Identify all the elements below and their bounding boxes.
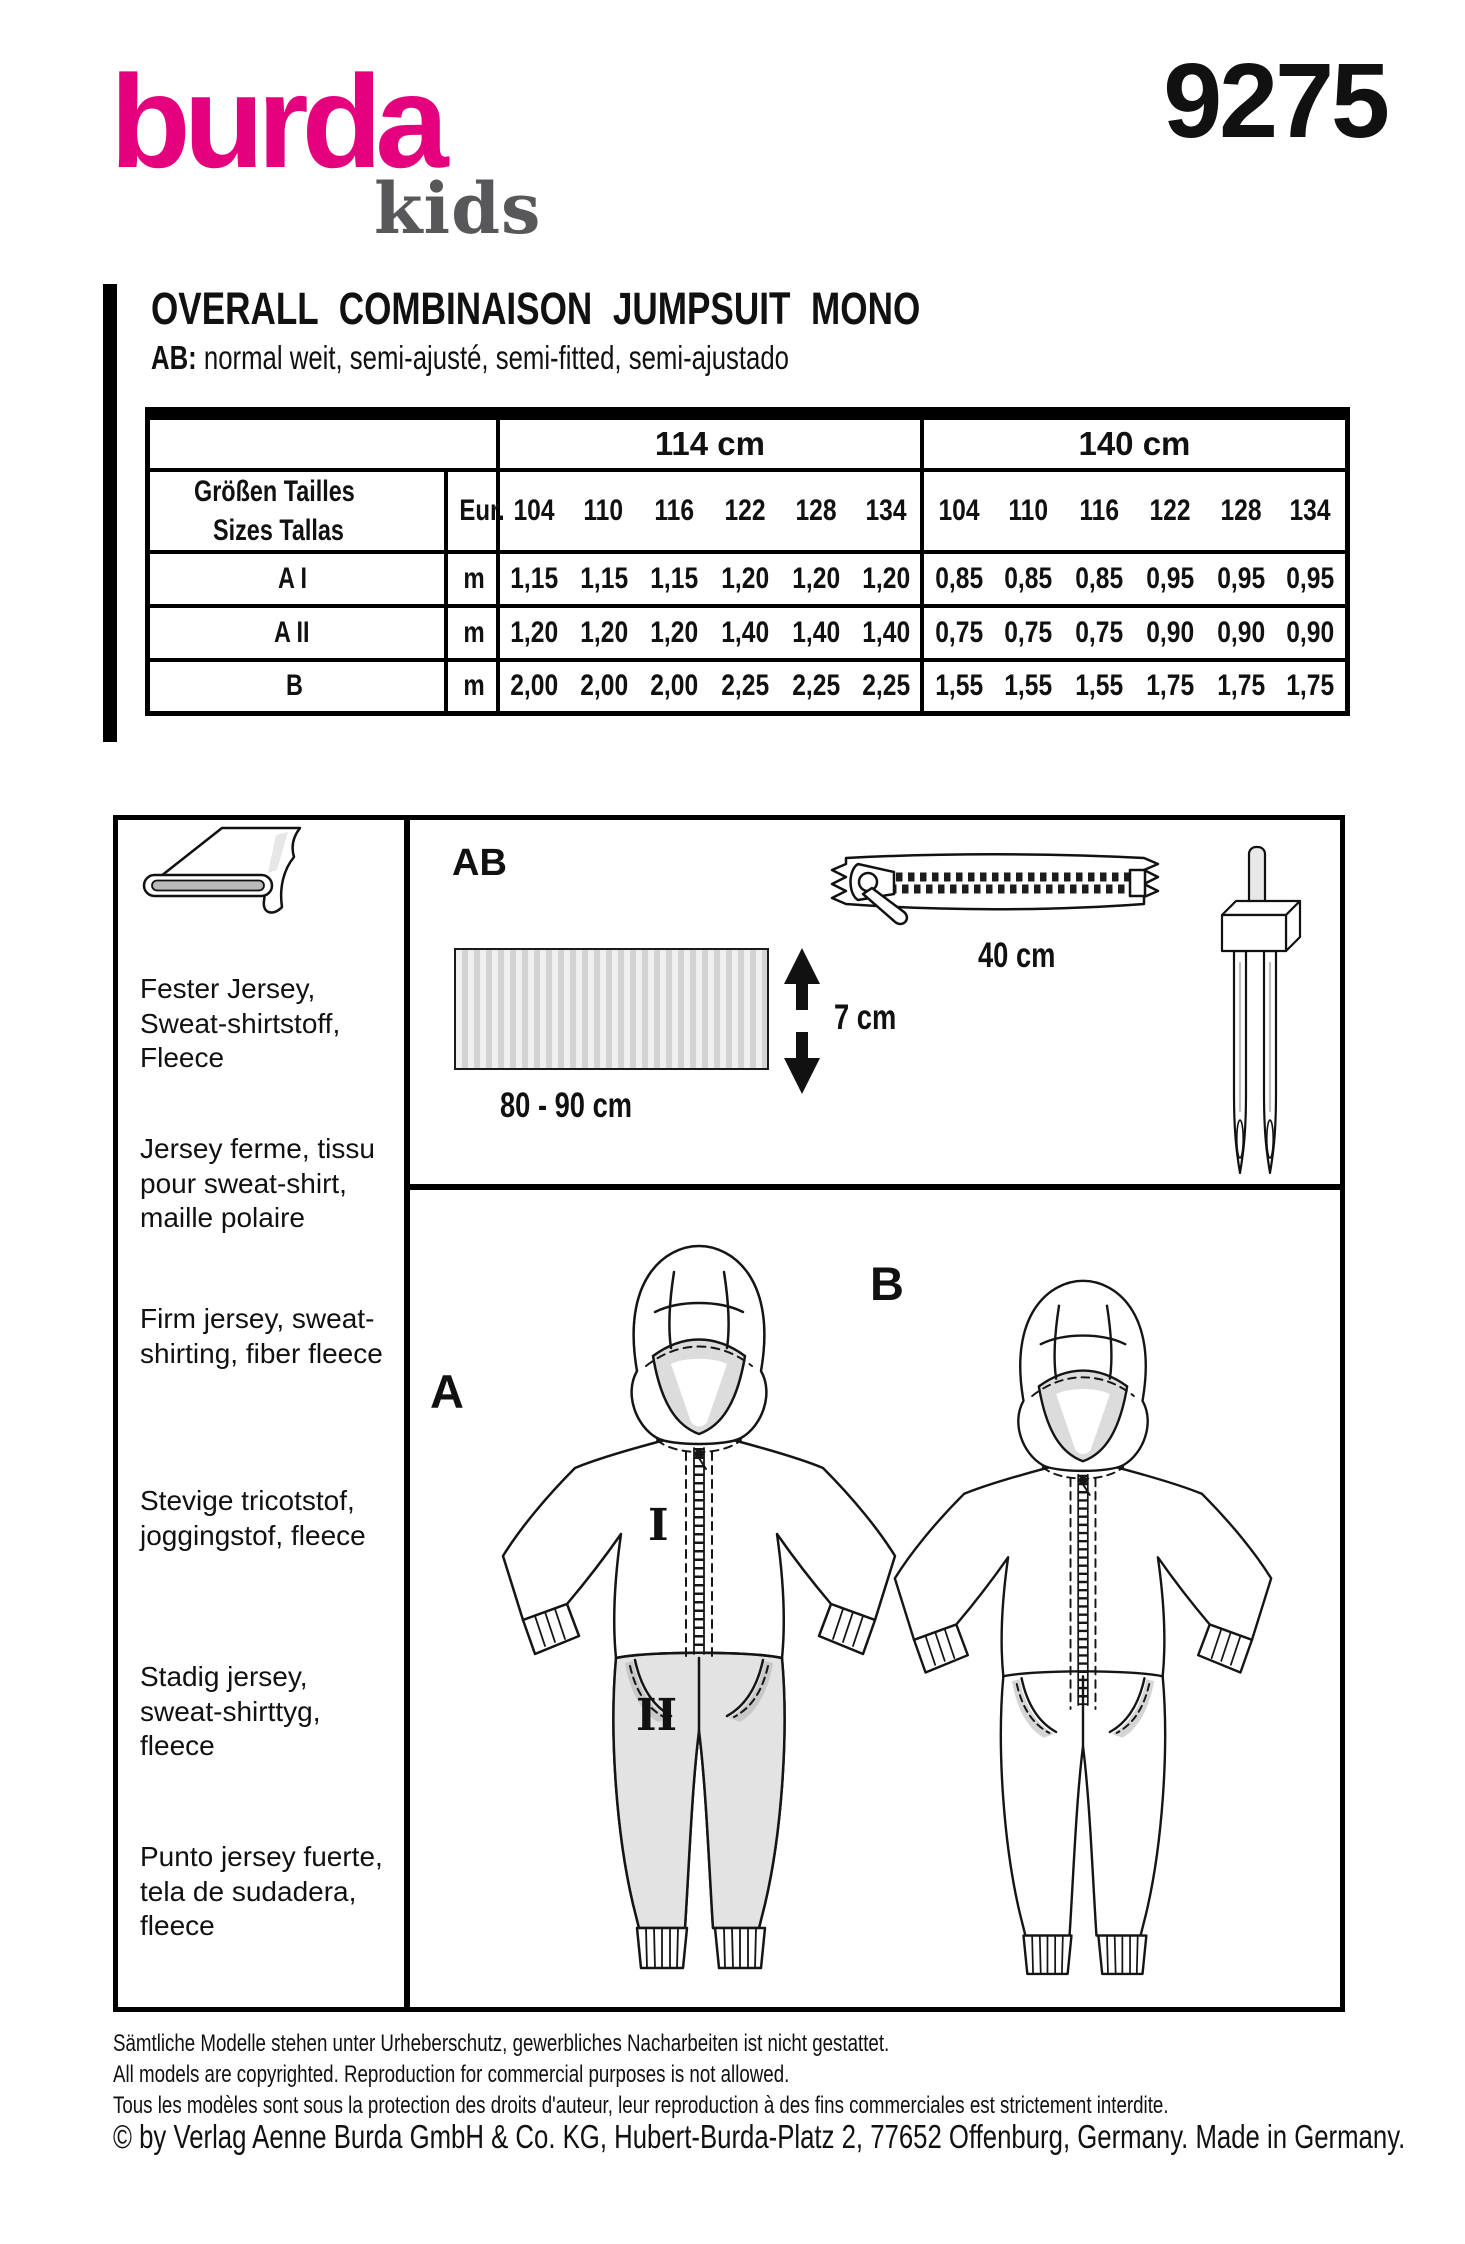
fabric-note-sv: Stadig jersey, sweat-shirttyg, fleece	[140, 1661, 321, 1762]
title-text: OVERALL COMBINAISON JUMPSUIT MONO	[151, 283, 921, 334]
ribbed-band-diagram	[454, 948, 769, 1070]
fabric-width-header-140: 140 cm	[922, 414, 1347, 470]
burda-kids-logo: kids	[374, 167, 542, 250]
sidebar-divider	[404, 815, 410, 2012]
zipper-length-dimension: 40 cm	[978, 936, 1056, 975]
yardage-table	[145, 407, 1350, 716]
table-row-AI: A I m 1,15 1,15 1,15 1,20 1,20 1,20 0,85 0,85 0,85 0,95 0,95 0,95	[148, 552, 1348, 606]
title-accent-bar	[103, 284, 117, 742]
arrow-7cm-icon	[780, 948, 824, 1094]
view-a-label: A	[430, 1365, 464, 1418]
fit-description	[151, 341, 969, 376]
fabric-width-header-114: 114 cm	[498, 414, 923, 470]
fit-label: AB:	[151, 339, 197, 376]
copyright-line-fr: Tous les modèles sont sous la protection des droits d'auteur, leur reproduction à des fins commerciales est strictement interdite.	[113, 2092, 1169, 2119]
fabric-note-nl: Stevige tricotstof, joggingstof, fleece	[140, 1485, 366, 1551]
burda-logo: burda	[110, 48, 442, 195]
fabric-bolt-icon	[126, 818, 338, 924]
pattern-number: 9275	[1163, 42, 1387, 160]
publisher-line: © by Verlag Aenne Burda GmbH & Co. KG, Hubert-Burda-Platz 2, 77652 Offenburg, Germany. Made in Germany.	[113, 2118, 1406, 2155]
eur-label: Eur.	[446, 470, 498, 552]
copyright-line-en: All models are copyrighted. Reproduction for commercial purposes is not allowed.	[113, 2061, 790, 2088]
jumpsuit-a-drawing	[503, 1246, 895, 1968]
copyright-line-de: Sämtliche Modelle stehen unter Urheberschutz, gewerbliches Nacharbeiten ist nicht gestattet.	[113, 2030, 890, 2057]
page-title	[151, 283, 1137, 334]
fabric-note-de: Fester Jersey, Sweat-shirtstoff, Fleece	[140, 973, 341, 1074]
views-label: AB	[452, 842, 507, 884]
piece-1-label: I	[648, 1500, 669, 1551]
zipper-icon	[800, 846, 1192, 930]
view-b-label: B	[870, 1257, 904, 1310]
table-row: Größen Tailles Sizes Tallas Eur. 104 110 116 122 128 134 104 110 116 122 128 134	[148, 470, 1348, 552]
band-width-dimension: 80 - 90 cm	[500, 1086, 633, 1125]
empty-cell	[148, 414, 498, 470]
sizes-label: Größen Tailles Sizes Tallas	[148, 470, 446, 552]
fabric-note-en: Firm jersey, sweat-shirting, fiber fleece	[140, 1303, 383, 1369]
jumpsuit-b-drawing	[895, 1281, 1271, 1974]
twin-needle-icon	[1202, 843, 1314, 1181]
table-row-B: B m 2,00 2,00 2,00 2,25 2,25 2,25 1,55 1,55 1,55 1,75 1,75 1,75	[148, 660, 1348, 714]
band-height-dimension: 7 cm	[834, 998, 897, 1037]
table-row-AII: A II m 1,20 1,20 1,20 1,40 1,40 1,40 0,75 0,75 0,75 0,90 0,90 0,90	[148, 606, 1348, 660]
table-row	[148, 414, 1348, 470]
garment-drawings	[415, 1190, 1343, 2008]
fabric-note-es: Punto jersey fuerte, tela de sudadera, fleece	[140, 1841, 383, 1942]
fabric-note-fr: Jersey ferme, tissu pour sweat-shirt, maille polaire	[140, 1133, 375, 1234]
fit-text: normal weit, semi-ajusté, semi-fitted, semi-ajustado	[196, 339, 789, 376]
piece-2-label: II	[636, 1690, 678, 1741]
